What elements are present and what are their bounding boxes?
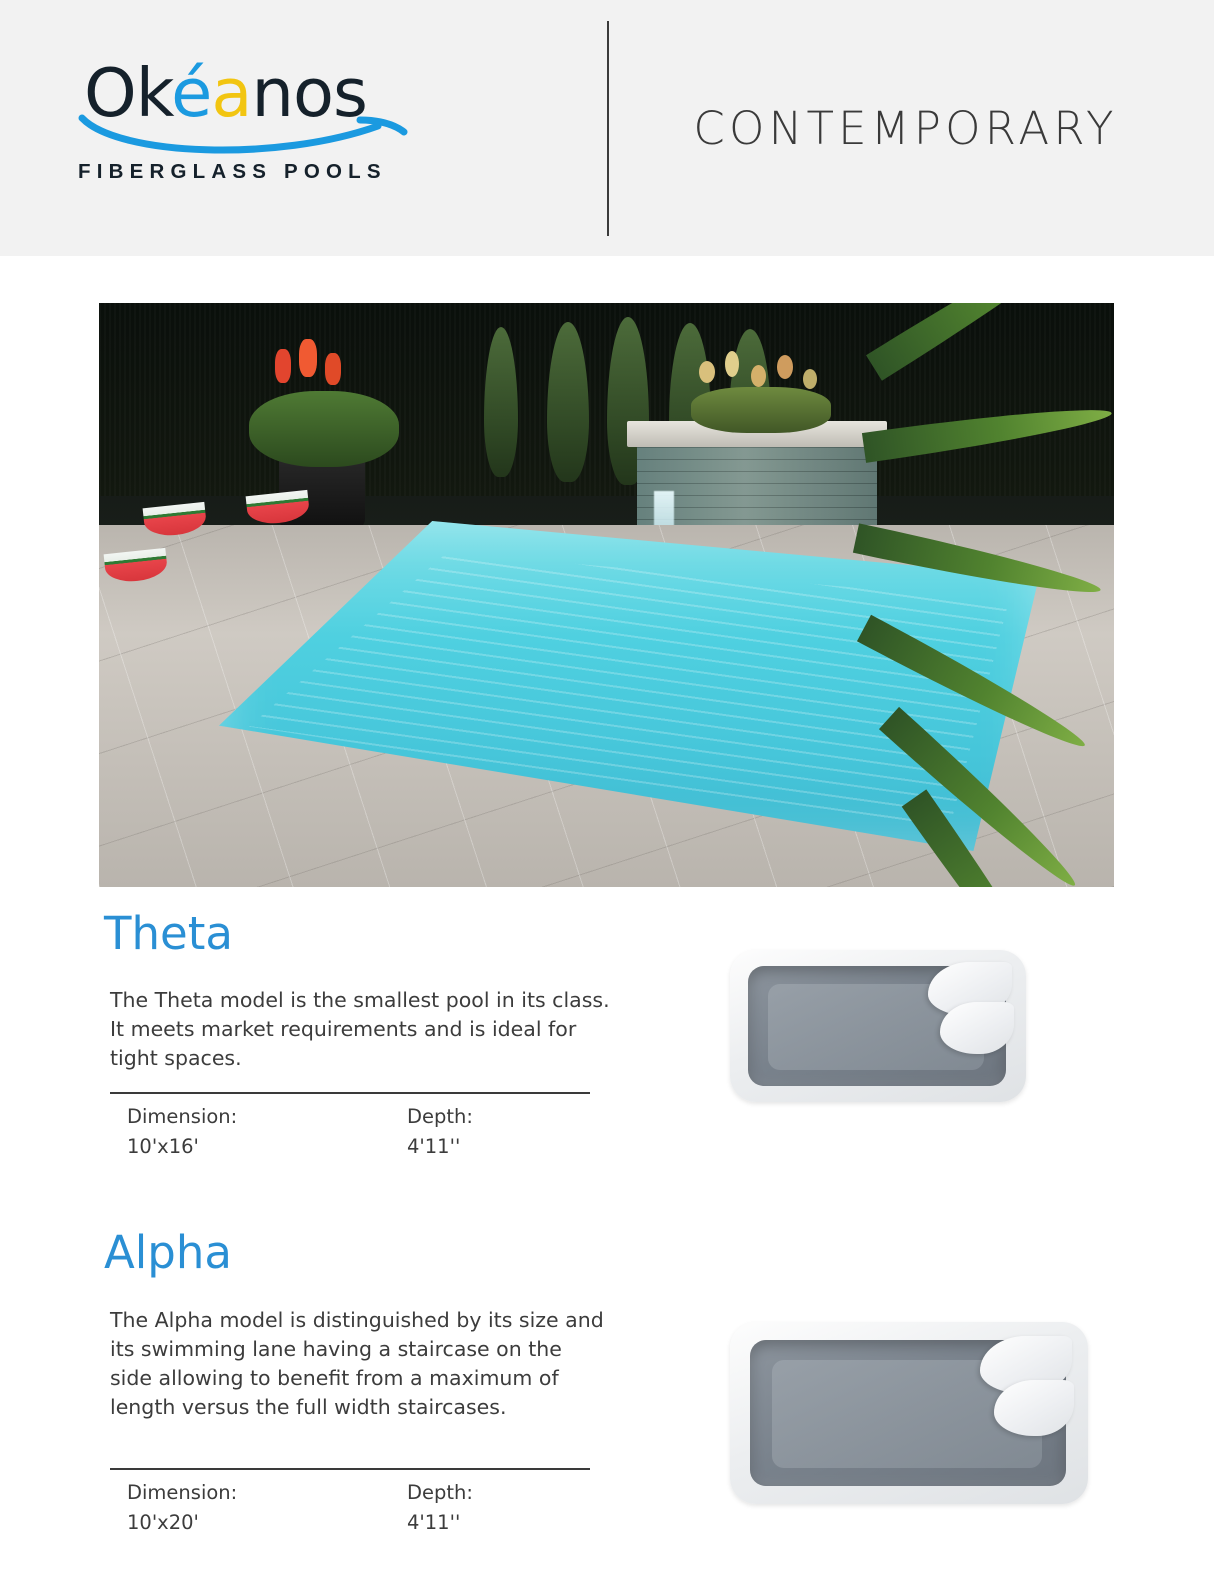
spec-dimension xyxy=(127,1478,237,1538)
spec-depth xyxy=(407,1102,473,1162)
page-header xyxy=(0,0,1214,256)
hero-foliage xyxy=(691,387,831,433)
brand-swoosh-icon xyxy=(78,112,408,154)
spec-depth-label: Depth: xyxy=(407,1481,473,1504)
spec-depth-value: 4'11'' xyxy=(407,1511,461,1534)
model-description: The Alpha model is distinguished by its size and its swimming lane having a staircase on the side allowing to benefit from a maximum of length versus the full width staircases. xyxy=(110,1308,604,1419)
hero-photo xyxy=(99,303,1114,887)
spec-divider xyxy=(110,1092,590,1094)
hero-palm-frond xyxy=(866,303,1094,381)
model-render-alpha xyxy=(730,1322,1088,1504)
spec-depth-label: Depth: xyxy=(407,1105,473,1128)
model-description: The Theta model is the smallest pool in its class. It meets market requirements and is ideal for tight spaces. xyxy=(110,988,610,1070)
spec-depth xyxy=(407,1478,473,1538)
hero-flower xyxy=(299,339,317,377)
spec-dimension-label: Dimension: xyxy=(127,1481,238,1504)
brand-wordmark: Okéanos xyxy=(84,54,367,132)
brand-logo xyxy=(0,0,607,256)
hero-palm-frond xyxy=(862,398,1114,463)
hero-flower xyxy=(325,353,341,385)
brand-tagline: FIBERGLASS POOLS xyxy=(78,160,387,183)
model-name: Alpha xyxy=(104,1226,232,1279)
hero-flower xyxy=(725,351,739,377)
spec-dimension-label: Dimension: xyxy=(127,1105,238,1128)
hero-foliage xyxy=(249,391,399,467)
hero-flower xyxy=(803,369,817,389)
page-footer-spacer xyxy=(0,1565,1214,1571)
hero-flower xyxy=(699,361,715,383)
hero-palm-plant xyxy=(834,313,1114,887)
collection-title xyxy=(607,0,1214,256)
spec-dimension xyxy=(127,1102,237,1162)
model-name: Theta xyxy=(104,907,233,960)
hero-flower xyxy=(751,365,766,387)
hero-palm-frond xyxy=(853,523,1104,604)
spec-depth-value: 4'11'' xyxy=(407,1135,461,1158)
spec-divider xyxy=(110,1468,590,1470)
hero-flower xyxy=(275,349,291,383)
model-render-theta xyxy=(730,950,1026,1102)
spec-dimension-value: 10'x20' xyxy=(127,1511,199,1534)
spec-dimension-value: 10'x16' xyxy=(127,1135,199,1158)
hero-flower xyxy=(777,355,793,379)
collection-title-text: CONTEMPORARY xyxy=(693,101,1118,155)
